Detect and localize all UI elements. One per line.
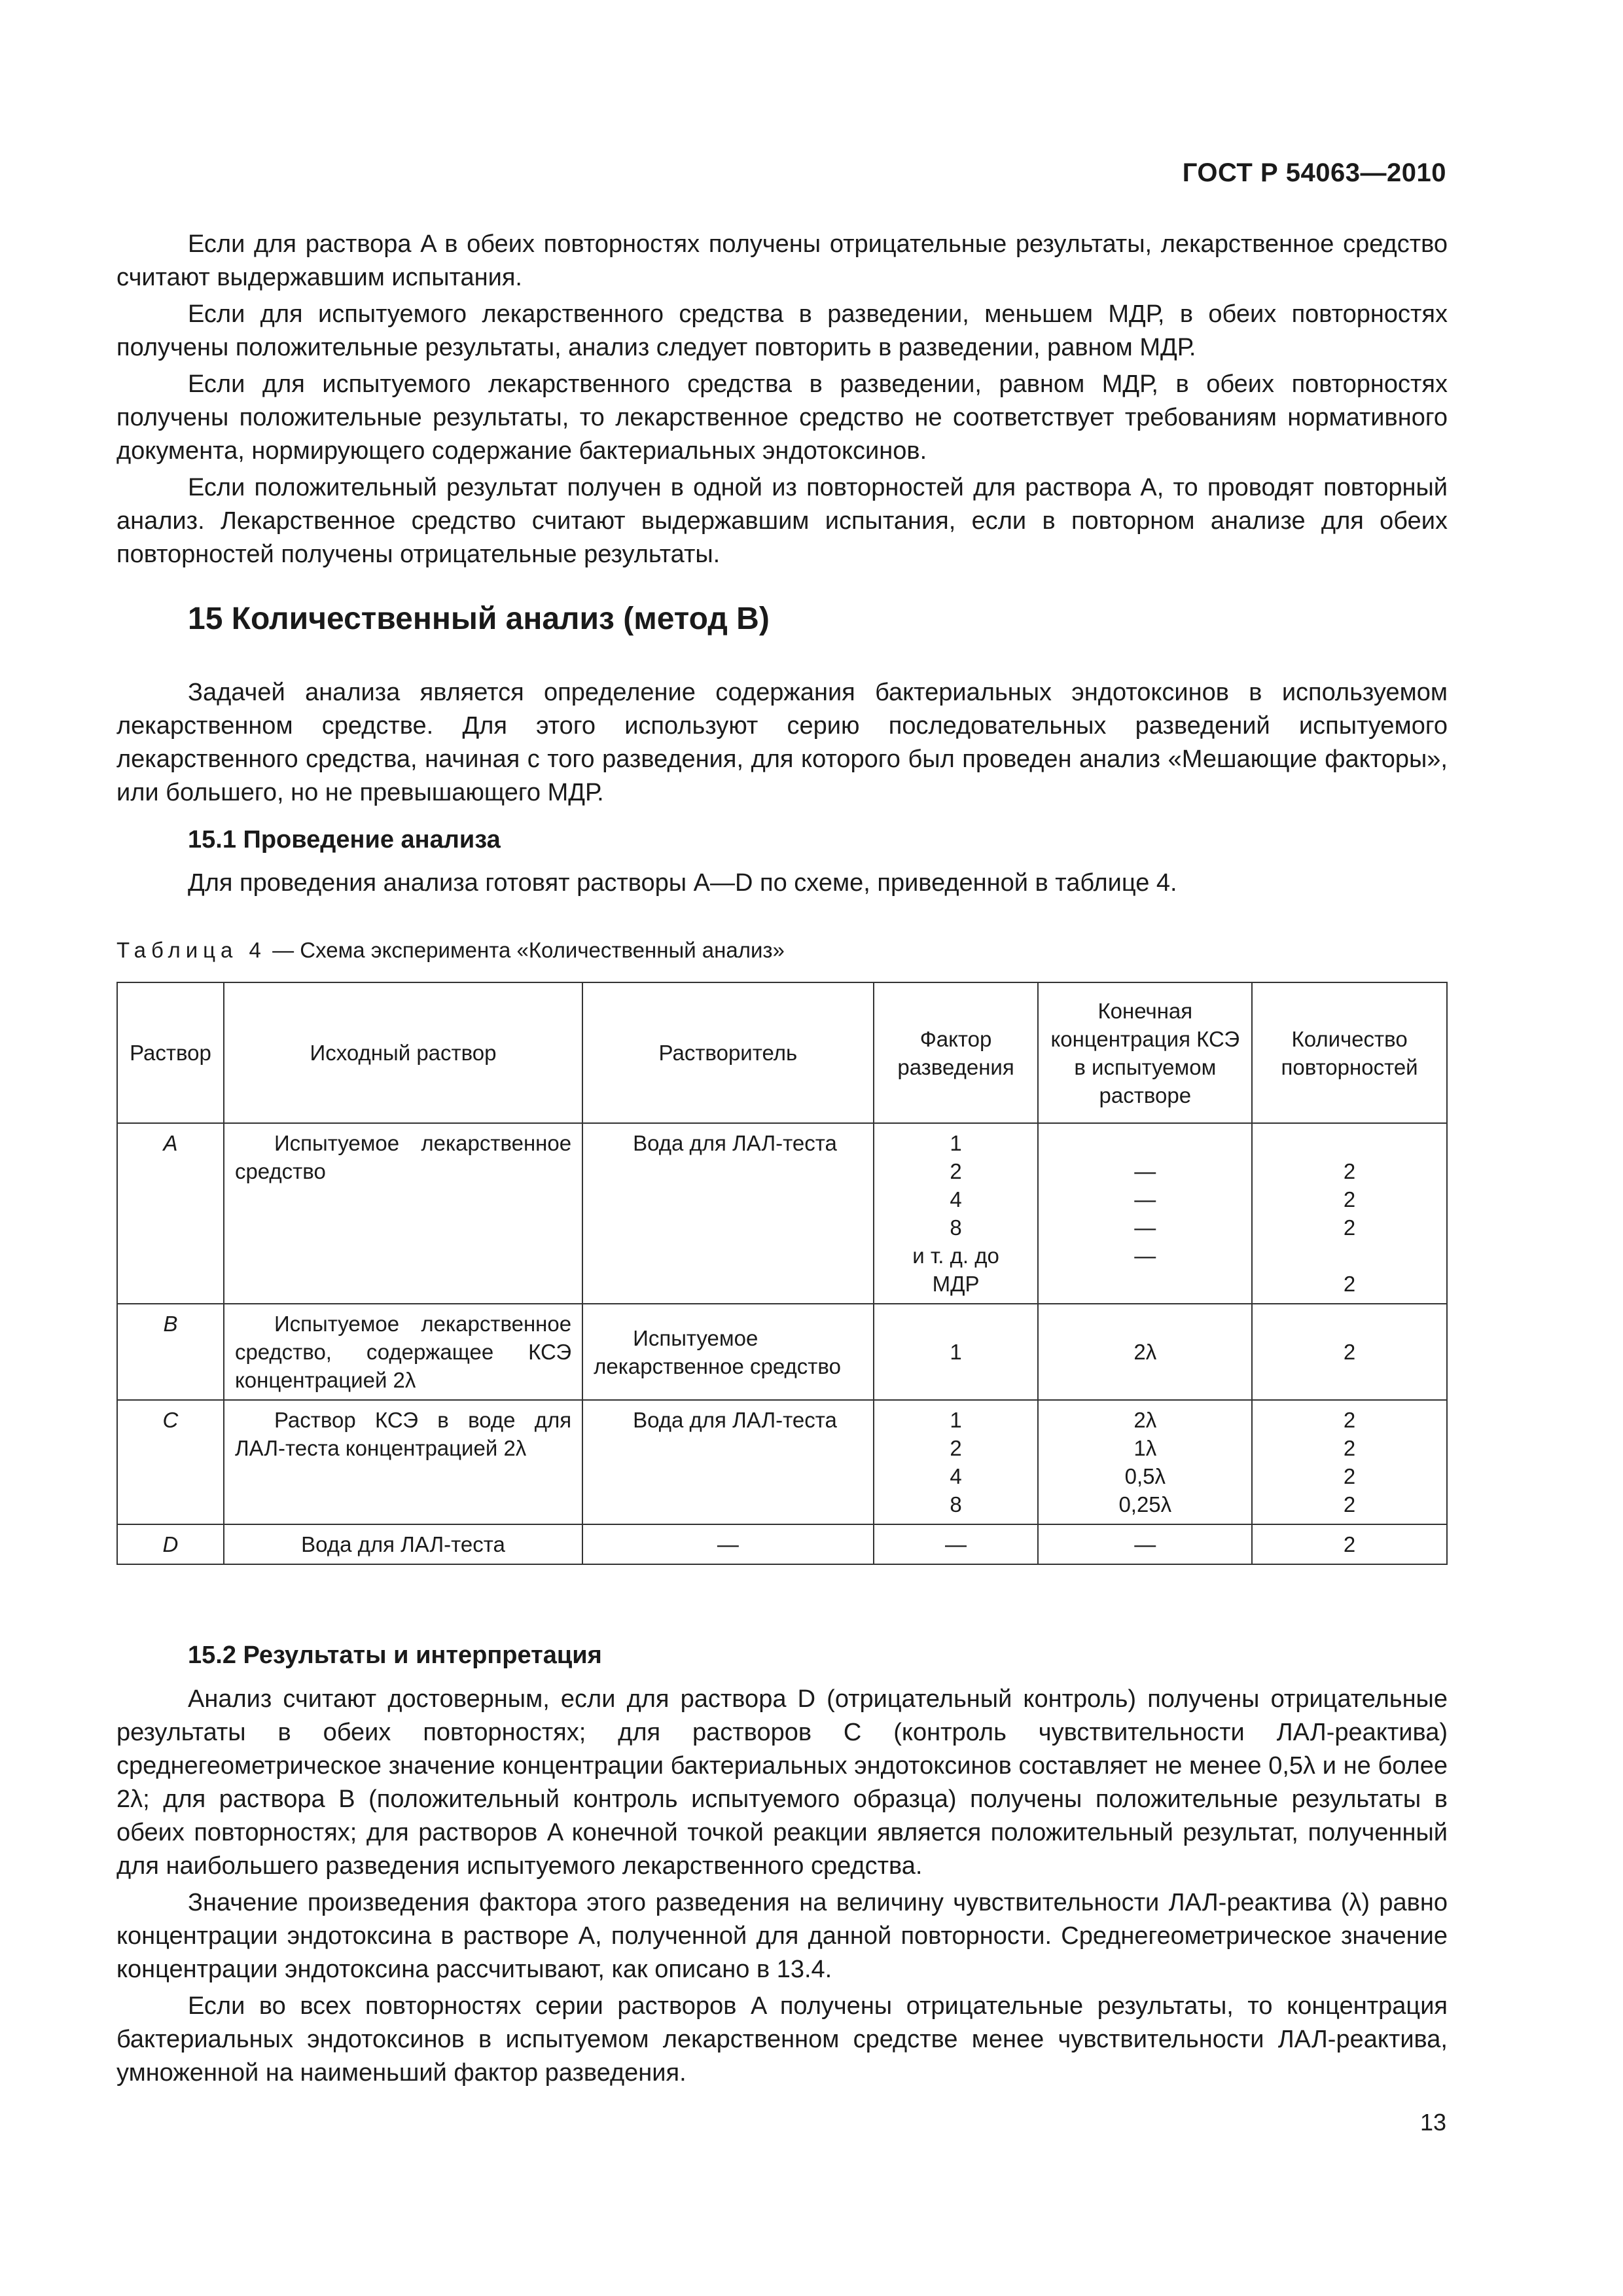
source-cell: Испытуемое лекарственное средство, содержащее КСЭ концентрацией 2λ [224, 1304, 582, 1400]
table-row [117, 1400, 1447, 1524]
table-header-row [117, 982, 1447, 1123]
table-row [117, 1524, 1447, 1564]
paragraph: Если для испытуемого лекарственного средства в разведении, меньшем МДР, в обеих повторностях получены положительные результаты, анализ следует повторить в разведении, равном МДР. [116, 300, 1448, 361]
concentration-cell: 2λ 1λ 0,5λ 0,25λ [1038, 1400, 1252, 1524]
document-id: ГОСТ Р 54063—2010 [1182, 158, 1446, 187]
paragraph: Значение произведения фактора этого разведения на величину чувствительности ЛАЛ-реактива (λ) равно концентрации эндотоксина в растворе A, полученной для данной повторности. Среднегеометрическое значение концентрации эндотоксина рассчитывают, как описано в 13.4. [116, 1889, 1448, 1983]
page-number: 13 [1419, 2109, 1446, 2136]
solvent-cell: Вода для ЛАЛ-теста [582, 1400, 874, 1524]
schema-table [116, 982, 1448, 1565]
table-row [117, 1123, 1447, 1304]
source-cell: Раствор КСЭ в воде для ЛАЛ-теста концентрацией 2λ [224, 1400, 582, 1524]
concentration-cell: 2λ [1038, 1304, 1252, 1400]
repeats-cell: 2 2 2 2 [1252, 1123, 1447, 1304]
solution-cell: B [117, 1304, 224, 1400]
solvent-cell: Вода для ЛАЛ-теста [582, 1123, 874, 1304]
section-heading: 15 Количественный анализ (метод B) [188, 601, 770, 636]
column-header: Раствор [117, 982, 224, 1123]
concentration-cell: — — — — [1038, 1123, 1252, 1304]
table-caption-label: Таблица 4 [116, 938, 266, 962]
column-header: Фактор разведения [874, 982, 1039, 1123]
paragraph: Если для раствора A в обеих повторностях получены отрицательные результаты, лекарственное средство считают выдержавшим испытания. [116, 230, 1448, 291]
solution-cell: A [117, 1123, 224, 1304]
section-15-body [116, 676, 1448, 813]
paragraph: Если положительный результат получен в одной из повторностей для раствора A, то проводят повторный анализ. Лекарственное средство считают выдержавшим испытания, если в повторном анализе для обеих повторностей получены отрицательные результаты. [116, 474, 1448, 568]
table-row [117, 1304, 1447, 1400]
paragraph: Если для испытуемого лекарственного средства в разведении, равном МДР, в обеих повторностях получены положительные результаты, то лекарственное средство не соответствует требованиям нормативного документа, нормирующего содержание бактериальных эндотоксинов. [116, 370, 1448, 465]
solvent-cell: Испытуемое лекарственное средство [582, 1304, 874, 1400]
table-caption [116, 938, 785, 963]
factor-cell: — [874, 1524, 1039, 1564]
factor-cell: 1 2 4 8 [874, 1400, 1039, 1524]
repeats-cell: 2 2 2 2 [1252, 1400, 1447, 1524]
subsection-heading: 15.2 Результаты и интерпретация [188, 1641, 602, 1669]
repeats-cell: 2 [1252, 1304, 1447, 1400]
table-caption-text: — Схема эксперимента «Количественный анализ» [266, 938, 785, 962]
source-cell: Вода для ЛАЛ-теста [224, 1524, 582, 1564]
paragraph: Если во всех повторностях серии растворов A получены отрицательные результаты, то концентрация бактериальных эндотоксинов в испытуемом лекарственном средстве менее чувствительности ЛАЛ-реактива, умноженной на наименьший фактор разведения. [116, 1992, 1448, 2087]
source-cell: Испытуемое лекарственное средство [224, 1123, 582, 1304]
subsection-heading: 15.1 Проведение анализа [188, 826, 501, 853]
repeats-cell: 2 [1252, 1524, 1447, 1564]
concentration-cell: — [1038, 1524, 1252, 1564]
solution-cell: C [117, 1400, 224, 1524]
column-header: Растворитель [582, 982, 874, 1123]
factor-cell: 1 2 4 8 и т. д. до МДР [874, 1123, 1039, 1304]
column-header: Исходный раствор [224, 982, 582, 1123]
solution-cell: D [117, 1524, 224, 1564]
column-header: Количество повторностей [1252, 982, 1447, 1123]
intro-block [116, 228, 1448, 575]
solvent-cell: — [582, 1524, 874, 1564]
paragraph: Задачей анализа является определение содержания бактериальных эндотоксинов в используемом лекарственном средстве. Для этого используют серию последовательных разведений испытуемого лекарственного средства, начиная с того разведения, для которого был проведен анализ «Мешающие факторы», или большего, но не превышающего МДР. [116, 679, 1448, 806]
section-15-2-body [116, 1683, 1448, 2093]
paragraph: Для проведения анализа готовят растворы A—D по схеме, приведенной в таблице 4. [188, 869, 1177, 897]
factor-cell: 1 [874, 1304, 1039, 1400]
paragraph: Анализ считают достоверным, если для раствора D (отрицательный контроль) получены отрицательные результаты в обеих повторностях; для растворов C (контроль чувствительности ЛАЛ-реактива) среднегеометрическое значение концентрации бактериальных эндотоксинов составляет не менее 0,5λ и не более 2λ; для раствора B (положительный контроль испытуемого образца) получены положительные результаты в обеих повторностях; для растворов A конечной точкой реакции является положительный результат, полученный для наибольшего разведения испытуемого лекарственного средства. [116, 1685, 1448, 1880]
column-header: Конечная концентрация КСЭ в испытуемом растворе [1038, 982, 1252, 1123]
